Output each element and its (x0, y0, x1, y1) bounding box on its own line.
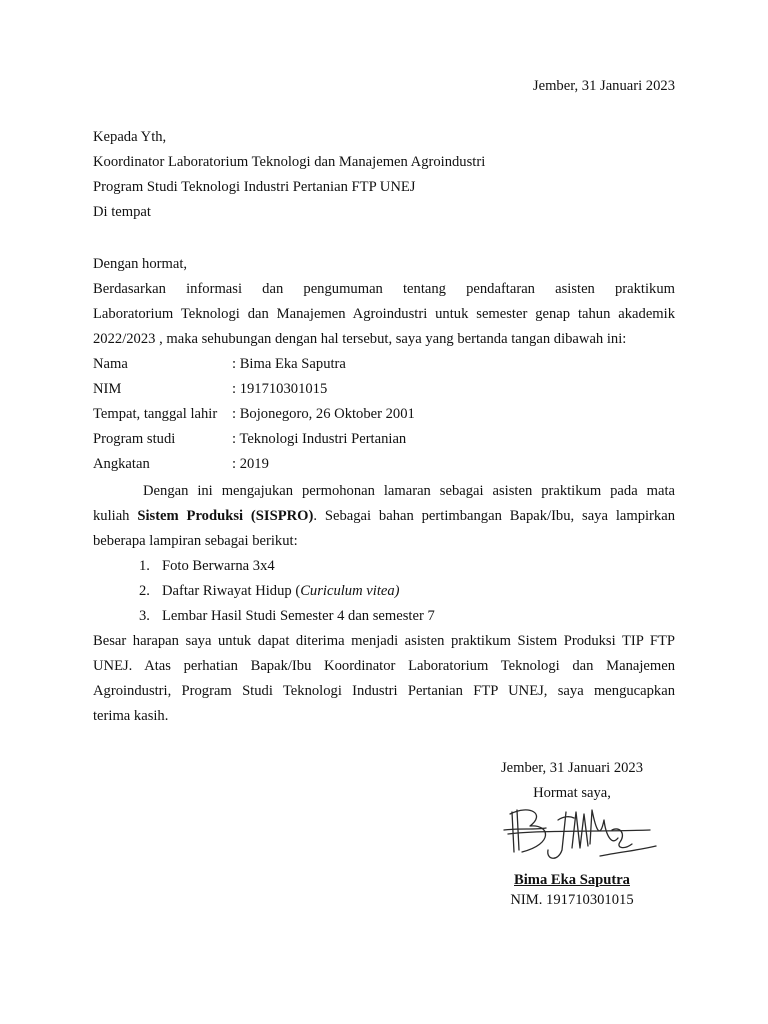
identity-row-year (93, 454, 269, 474)
attachment-number: 3. (139, 608, 150, 624)
application-line-2 (93, 506, 675, 526)
identity-label: Angkatan (93, 456, 150, 472)
attachment-italic: Curiculum vitea) (300, 583, 400, 599)
attachment-text: Lembar Hasil Studi Semester 4 dan semester 7 (162, 608, 435, 624)
identity-value: : Bojonegoro, 26 Oktober 2001 (232, 406, 415, 422)
application-line-3: beberapa lampiran sebagai berikut: (93, 533, 298, 549)
identity-value: : 2019 (232, 456, 269, 472)
handwritten-signature (500, 800, 660, 872)
letter-date: Jember, 31 Januari 2023 (532, 78, 675, 94)
closing-line-2: UNEJ. Atas perhatian Bapak/Ibu Koordinator Laboratorium Teknologi dan Manajemen (93, 658, 675, 674)
attachment-text: Daftar Riwayat Hidup ( (162, 583, 301, 599)
closing-line-3: Agroindustri, Program Studi Teknologi Industri Pertanian FTP UNEJ, saya mengucapkan (93, 683, 675, 699)
signer-name: Bima Eka Saputra (514, 872, 630, 888)
closing-line-1: Besar harapan saya untuk dapat diterima menjadi asisten praktikum Sistem Produksi TIP FTP (93, 633, 675, 649)
application-line-1: Dengan ini mengajukan permohonan lamaran sebagai asisten praktikum pada mata (143, 483, 675, 499)
identity-row-birth (93, 404, 415, 424)
attachment-number: 1. (139, 558, 150, 574)
signature-date: Jember, 31 Januari 2023 (500, 760, 644, 776)
signer-nim: NIM. 191710301015 (510, 892, 634, 908)
recipient-salutation: Kepada Yth, (93, 129, 167, 145)
attachment-number: 2. (139, 583, 150, 599)
signature-regards: Hormat saya, (533, 785, 611, 801)
attachment-text: Foto Berwarna 3x4 (162, 558, 275, 574)
attachment-item (139, 556, 275, 576)
identity-value: : Teknologi Industri Pertanian (232, 431, 407, 447)
identity-row-nim (93, 379, 327, 399)
closing-line-4: terima kasih. (93, 708, 169, 724)
identity-label: Program studi (93, 431, 176, 447)
recipient-line-1: Koordinator Laboratorium Teknologi dan Manajemen Agroindustri (93, 154, 486, 170)
attachment-item (139, 606, 435, 626)
intro-line-3: 2022/2023 , maka sehubungan dengan hal tersebut, saya yang bertanda tangan dibawah ini: (93, 331, 627, 347)
signer-block (470, 870, 674, 910)
recipient-line-3: Di tempat (93, 204, 151, 220)
identity-row-name (93, 354, 346, 374)
intro-line-2: Laboratorium Teknologi dan Manajemen Agroindustri untuk semester genap tahun akademik (93, 306, 675, 322)
identity-label: NIM (93, 381, 122, 397)
signature-block (470, 758, 674, 803)
recipient-line-2: Program Studi Teknologi Industri Pertanian FTP UNEJ (93, 179, 416, 195)
intro-line-1: Berdasarkan informasi dan pengumuman tentang pendaftaran asisten praktikum (93, 281, 675, 297)
greeting: Dengan hormat, (93, 256, 188, 272)
identity-label: Tempat, tanggal lahir (93, 406, 218, 422)
application-text: . Sebagai bahan pertimbangan Bapak/Ibu, saya lampirkan (313, 508, 675, 524)
application-text: kuliah (93, 508, 138, 524)
identity-value: : 191710301015 (232, 381, 328, 397)
identity-label: Nama (93, 356, 128, 372)
attachment-item (139, 581, 400, 601)
course-name: Sistem Produksi (SISPRO) (137, 508, 314, 524)
identity-value: : Bima Eka Saputra (232, 356, 346, 372)
identity-row-program (93, 429, 406, 449)
